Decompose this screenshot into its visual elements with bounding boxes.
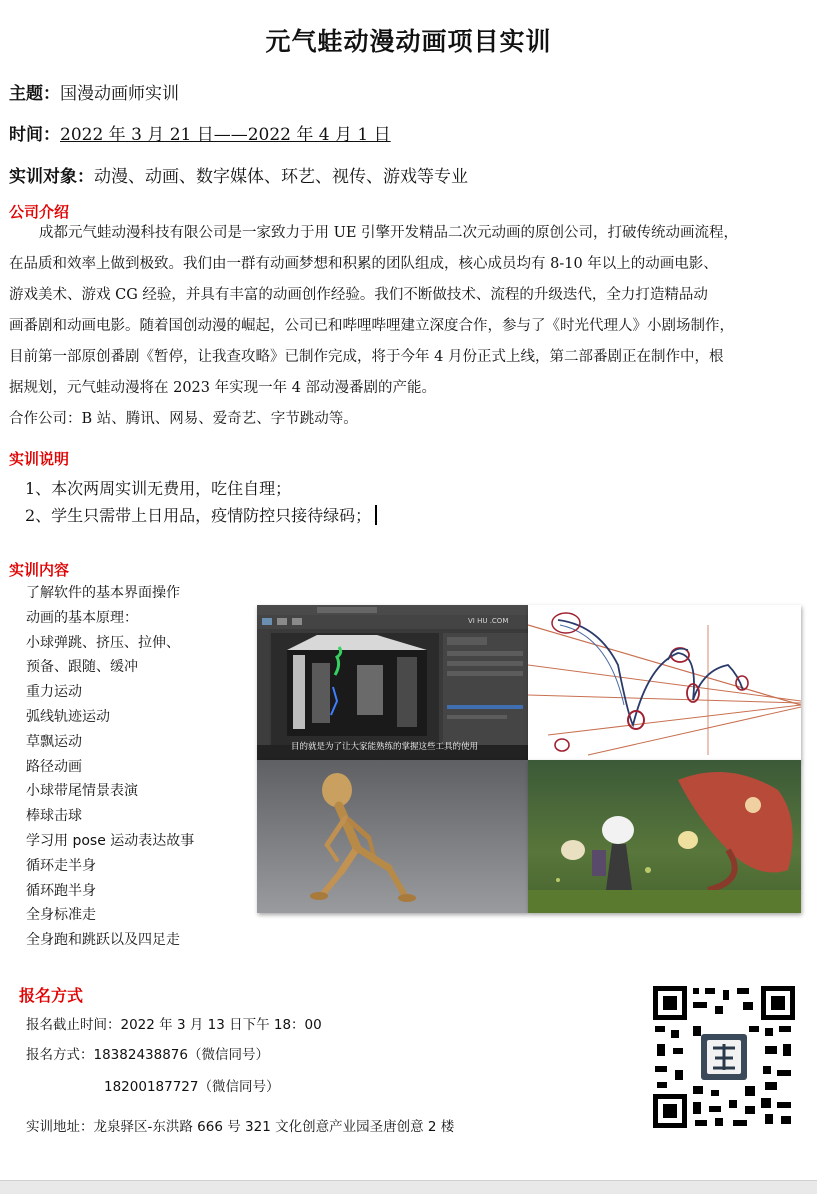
- list-item: 小球弹跳、挤压、拉伸、: [26, 634, 180, 651]
- address-line: 实训地址：龙泉驿区-东洪路 666 号 321 文化创意产业园圣唐创意 2 楼: [26, 1119, 455, 1135]
- method-label: 报名方式：: [26, 1047, 94, 1063]
- partners-line: 合作公司：B 站、腾讯、网易、爱奇艺、字节跳动等。: [9, 411, 358, 427]
- target-line: [9, 162, 468, 187]
- image-caption: 目的就是为了让大家能熟练的掌握这些工具的使用: [291, 742, 479, 752]
- registration-heading: 报名方式: [19, 986, 84, 1005]
- company-intro: [9, 218, 809, 435]
- page-title: 元气蛙动漫动画项目实训: [265, 27, 552, 56]
- mannequin-pose-image: [257, 760, 528, 913]
- time-value: 2022 年 3 月 21 日——2022 年 4 月 1 日: [60, 125, 391, 145]
- notes-heading: 实训说明: [9, 450, 70, 468]
- list-item: 草飘运动: [26, 733, 82, 750]
- list-item: 棒球击球: [26, 808, 82, 825]
- deadline-line: 报名截止时间：2022 年 3 月 13 日下午 18：00: [26, 1017, 322, 1033]
- list-item: 循环跑半身: [26, 882, 96, 899]
- bottom-scroll-bar[interactable]: [0, 1180, 817, 1194]
- list-item: 弧线轨迹运动: [26, 708, 110, 725]
- text-cursor: [375, 505, 377, 525]
- theme-value: 国漫动画师实训: [60, 84, 179, 104]
- company-line: 游戏美术、游戏 CG 经验，并具有丰富的动画创作经验。我们不断做技术、流程的升级迭代，全力打造精品动: [9, 287, 708, 303]
- note-item: 2、学生只需带上日用品，疫情防控只接待绿码；: [25, 503, 377, 526]
- company-line: 成都元气蛙动漫科技有限公司是一家致力于用 UE 引擎开发精品二次元动画的原创公司，打破传统动画流程，: [39, 225, 739, 241]
- theme-label: 主题：: [9, 84, 60, 104]
- theme-line: [9, 79, 179, 104]
- image-watermark: VI HU .COM: [468, 617, 509, 625]
- list-item: 重力运动: [26, 684, 82, 701]
- method-line: [26, 1043, 269, 1063]
- list-item: 了解软件的基本界面操作: [26, 585, 180, 601]
- phone-1: 18382438876（微信同号）: [93, 1047, 269, 1063]
- company-line: 目前第一部原创番剧《暂停，让我查攻略》已制作完成，将于今年 4 月份正式上线，第二部番剧正在制作中，根: [9, 349, 724, 365]
- list-item: 循环走半身: [26, 857, 96, 874]
- company-line: 在品质和效率上做到极致。我们由一群有动画梦想和积累的团队组成，核心成员均有 8-10 年以上的动画电影、: [9, 256, 718, 272]
- list-item: 小球带尾情景表演: [26, 783, 138, 800]
- time-line: [9, 120, 391, 145]
- list-item: 预备、跟随、缓冲: [26, 659, 138, 676]
- note-item: 1、本次两周实训无费用，吃住自理；: [25, 479, 292, 498]
- company-line: 画番剧和动画电影。随着国创动漫的崛起，公司已和哔哩哔哩建立深度合作，参与了《时光代理人》小剧场制作，: [9, 318, 734, 334]
- company-line: 据规划，元气蛙动漫将在 2023 年实现一年 4 部动漫番剧的产能。: [9, 380, 437, 396]
- list-item: 路径动画: [26, 758, 82, 775]
- list-item: 全身标准走: [26, 907, 96, 924]
- list-item: 全身跑和跳跃以及四足走: [26, 932, 180, 949]
- list-item: 动画的基本原理：: [26, 609, 138, 626]
- bouncing-ball-sketch-image: [528, 605, 801, 761]
- content-list: [26, 581, 194, 953]
- content-heading: 实训内容: [9, 561, 70, 579]
- anime-scene-image: [528, 760, 801, 913]
- list-item: 学习用 pose 运动表达故事: [26, 832, 195, 849]
- phone-2: 18200187727（微信同号）: [104, 1079, 280, 1095]
- target-label: 实训对象：: [9, 167, 94, 187]
- company-heading: 公司介绍: [9, 203, 70, 221]
- software-screenshot-image: [257, 605, 528, 760]
- target-value: 动漫、动画、数字媒体、环艺、视传、游戏等专业: [94, 167, 468, 187]
- qr-code-image: [653, 986, 795, 1128]
- time-label: 时间：: [9, 125, 60, 145]
